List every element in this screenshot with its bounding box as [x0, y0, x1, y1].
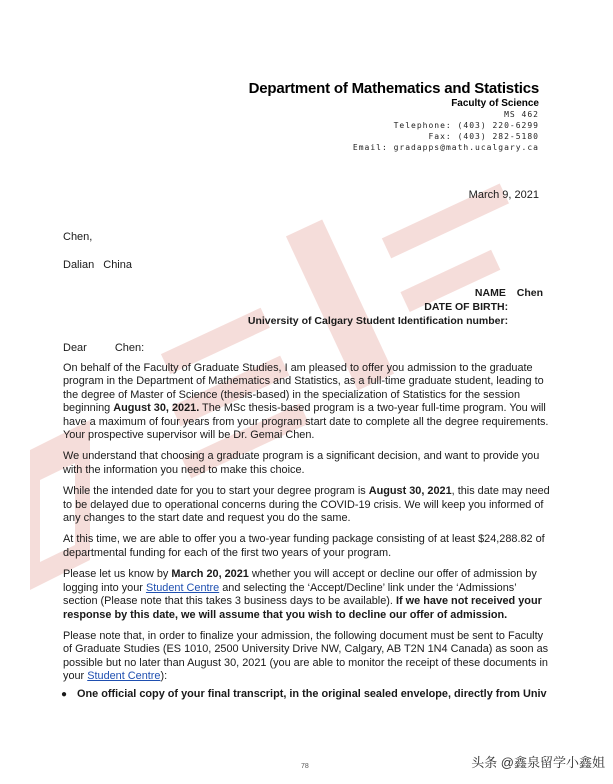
student-id-label: University of Calgary Student Identification number:	[247, 315, 509, 327]
name-value: Chen	[516, 287, 543, 299]
mail-stop: MS 462	[504, 110, 539, 119]
bullet-text: One official copy of your final transcript, in the original sealed envelope, directly from Univ	[77, 687, 547, 700]
paragraph-funding: At this time, we are able to offer you a two-year funding package consisting of at least $24,288.82 of departmental funding for each of the first two years of your program.	[63, 533, 545, 559]
department-name: Department of Mathematics and Statistics	[248, 80, 539, 97]
email: Email: gradapps@math.ucalgary.ca	[352, 143, 539, 152]
list-item	[63, 688, 551, 701]
dob-label: DATE OF BIRTH:	[424, 301, 509, 313]
salutation-name: Chen:	[114, 342, 145, 354]
paragraph-response: Please let us know by March 20, 2021 whether you will accept or decline our offer of admission by logging into your Student Centre and selecting the ‘Accept/Decline’ link under the ‘Admissions’ section (Please note that this takes 3 business days to be available). If we have not received your response by this date, we will assume that you wish to decline our offer of admission.	[63, 568, 542, 621]
recipient-country: China	[103, 259, 132, 271]
source-credit: 头条 @鑫泉留学小鑫姐	[471, 755, 605, 770]
dob-line	[424, 301, 543, 313]
paragraph-start-date: While the intended date for you to start your degree program is August 30, 2021, this date may need to be delayed due to operational concerns during the COVID-19 crisis. We will keep you informed of any changes to the start date and request you do the same.	[63, 485, 550, 525]
student-centre-link[interactable]: Student Centre	[145, 581, 220, 594]
paragraph-decision: We understand that choosing a graduate program is a significant decision, and want to provide you with the information you need to make this choice.	[63, 450, 540, 476]
student-centre-link-2[interactable]: Student Centre	[87, 670, 161, 683]
letter-date: March 9, 2021	[468, 189, 539, 201]
bullet-icon: ●	[61, 688, 68, 700]
paragraph-documents: Please note that, in order to finalize your admission, the following document must be sent to Faculty of Graduate Studies (ES 1010, 2500 University Drive NW, Calgary, AB T2N 1N4 Canada) as soon as possible but no later than August 30, 2021 (you are able to monitor the receipt of these documents in your Student Centre):	[63, 629, 549, 683]
name-line	[475, 287, 543, 299]
salutation	[63, 342, 144, 354]
paragraph-admission: On behalf of the Faculty of Graduate Studies, I am pleased to offer you admission to the graduate program in the Department of Mathematics and Statistics, as a full-time graduate student, leading to the degree of Master of Science (thesis-based) in the specialization of Statistics for the session beginning August 30, 2021. The MSc thesis-based program is a two-year full-time program. You will have a maximum of four years from your program start date to complete all the degree requirements. Your prospective supervisor will be Dr. Gemai Chen.	[63, 362, 549, 442]
letter-body	[63, 362, 551, 701]
salutation-word: Dear	[63, 342, 87, 354]
faculty-name: Faculty of Science	[451, 98, 539, 109]
telephone: Telephone: (403) 220-6299	[393, 121, 539, 130]
recipient-address	[63, 259, 138, 271]
name-label: NAME	[474, 287, 506, 299]
fax: Fax: (403) 282-5180	[428, 132, 539, 141]
recipient-name: Chen,	[63, 231, 93, 243]
recipient-city: Dalian	[63, 259, 95, 271]
page-number: 78	[301, 763, 309, 770]
student-id-line	[248, 315, 543, 327]
